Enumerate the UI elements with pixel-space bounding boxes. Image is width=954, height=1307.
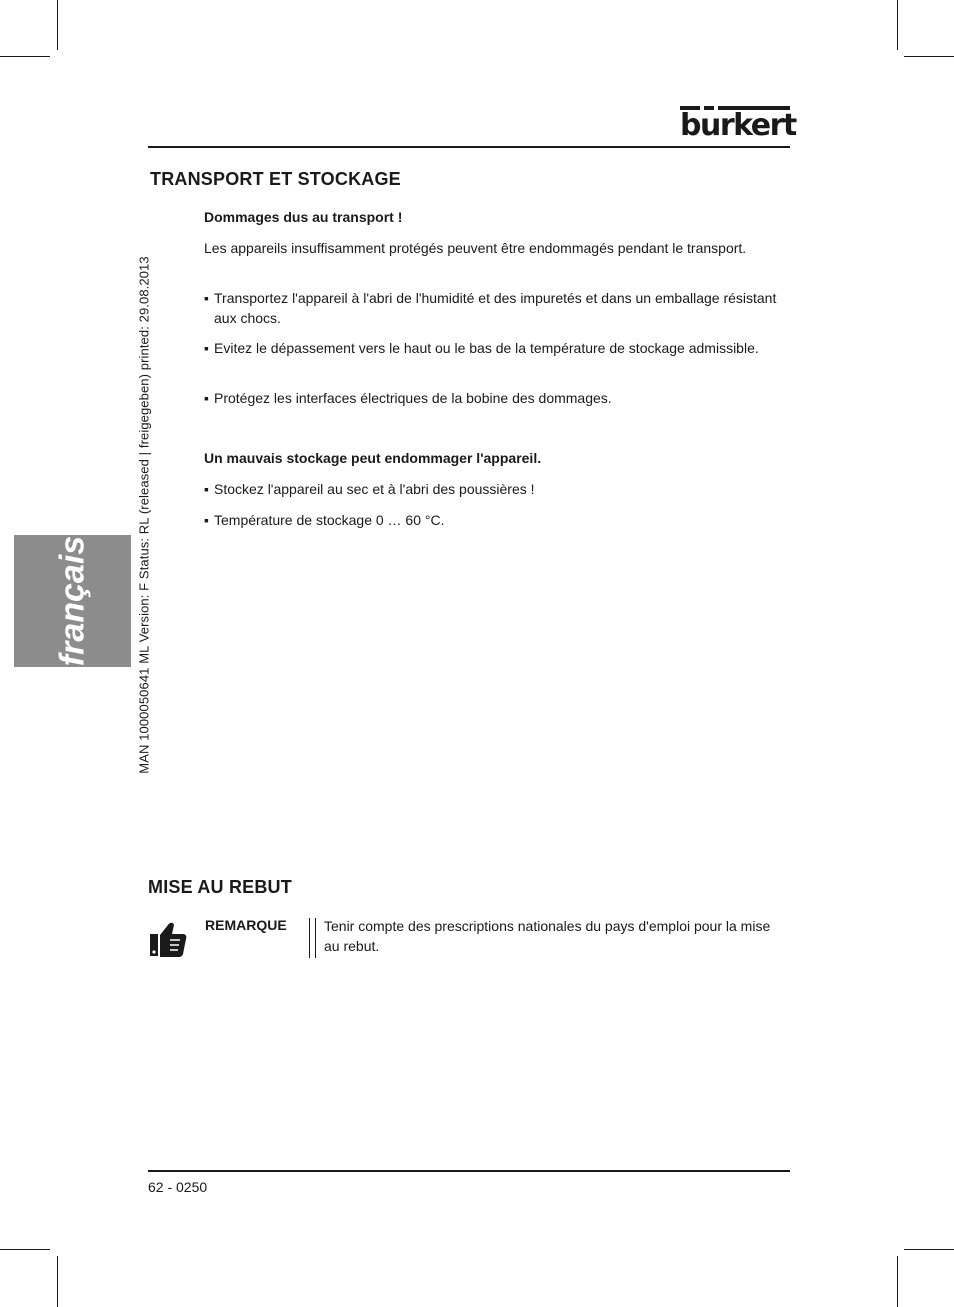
brand-logo xyxy=(680,106,796,143)
header-rule xyxy=(148,146,790,148)
crop-mark xyxy=(57,1256,58,1307)
list-item-text: Stockez l'appareil au sec et à l'abri des poussières ! xyxy=(214,481,535,497)
list-item: ▪ Stockez l'appareil au sec et à l'abri des poussières ! xyxy=(204,481,535,497)
note-divider xyxy=(315,918,316,958)
crop-mark xyxy=(57,0,58,50)
crop-mark xyxy=(897,0,898,50)
list-item-text: Evitez le dépassement vers le haut ou le bas de la température de stockage admissible. xyxy=(214,340,759,356)
warning-title-storage: Un mauvais stockage peut endommager l'appareil. xyxy=(204,450,542,466)
page-number: 62 - 0250 xyxy=(148,1179,208,1195)
crop-mark xyxy=(904,1249,954,1250)
warning-title-transport: Dommages dus au transport ! xyxy=(204,209,403,225)
crop-mark xyxy=(904,56,954,57)
list-item: ▪ Transportez l'appareil à l'abri de l'humidité et des impuretés et dans un emballage résistant aux chocs. xyxy=(204,290,777,326)
list-item: ▪ Protégez les interfaces électriques de la bobine des dommages. xyxy=(204,390,612,406)
note-divider xyxy=(309,918,310,958)
language-tab-label: français xyxy=(53,535,92,667)
list-item-text: Température de stockage 0 … 60 °C. xyxy=(214,512,445,528)
thumbs-up-icon xyxy=(148,918,188,958)
note-label: REMARQUE xyxy=(205,917,287,933)
crop-mark xyxy=(0,1249,50,1250)
crop-mark xyxy=(0,56,50,57)
section-title-transport: TRANSPORT ET STOCKAGE xyxy=(150,169,401,189)
list-item: ▪ Evitez le dépassement vers le haut ou le bas de la température de stockage admissible. xyxy=(204,340,759,356)
list-item: ▪ Température de stockage 0 … 60 °C. xyxy=(204,512,445,528)
crop-mark xyxy=(897,1256,898,1307)
document-metadata: MAN 1000050641 ML Version: F Status: RL (released | freigegeben) printed: 29.08.2013 xyxy=(136,256,152,774)
list-item-text: Protégez les interfaces électriques de la bobine des dommages. xyxy=(214,390,612,406)
footer-rule xyxy=(148,1170,790,1172)
note-text: Tenir compte des prescriptions nationales du pays d'emploi pour la mise au rebut. xyxy=(324,918,771,954)
list-item-text: Transportez l'appareil à l'abri de l'humidité et des impuretés et dans un emballage résistant aux chocs. xyxy=(214,290,777,326)
intro-paragraph: Les appareils insuffisamment protégés peuvent être endommagés pendant le transport. xyxy=(204,240,747,256)
brand-name: burkert xyxy=(680,108,796,143)
section-title-disposal: MISE AU REBUT xyxy=(148,877,292,897)
